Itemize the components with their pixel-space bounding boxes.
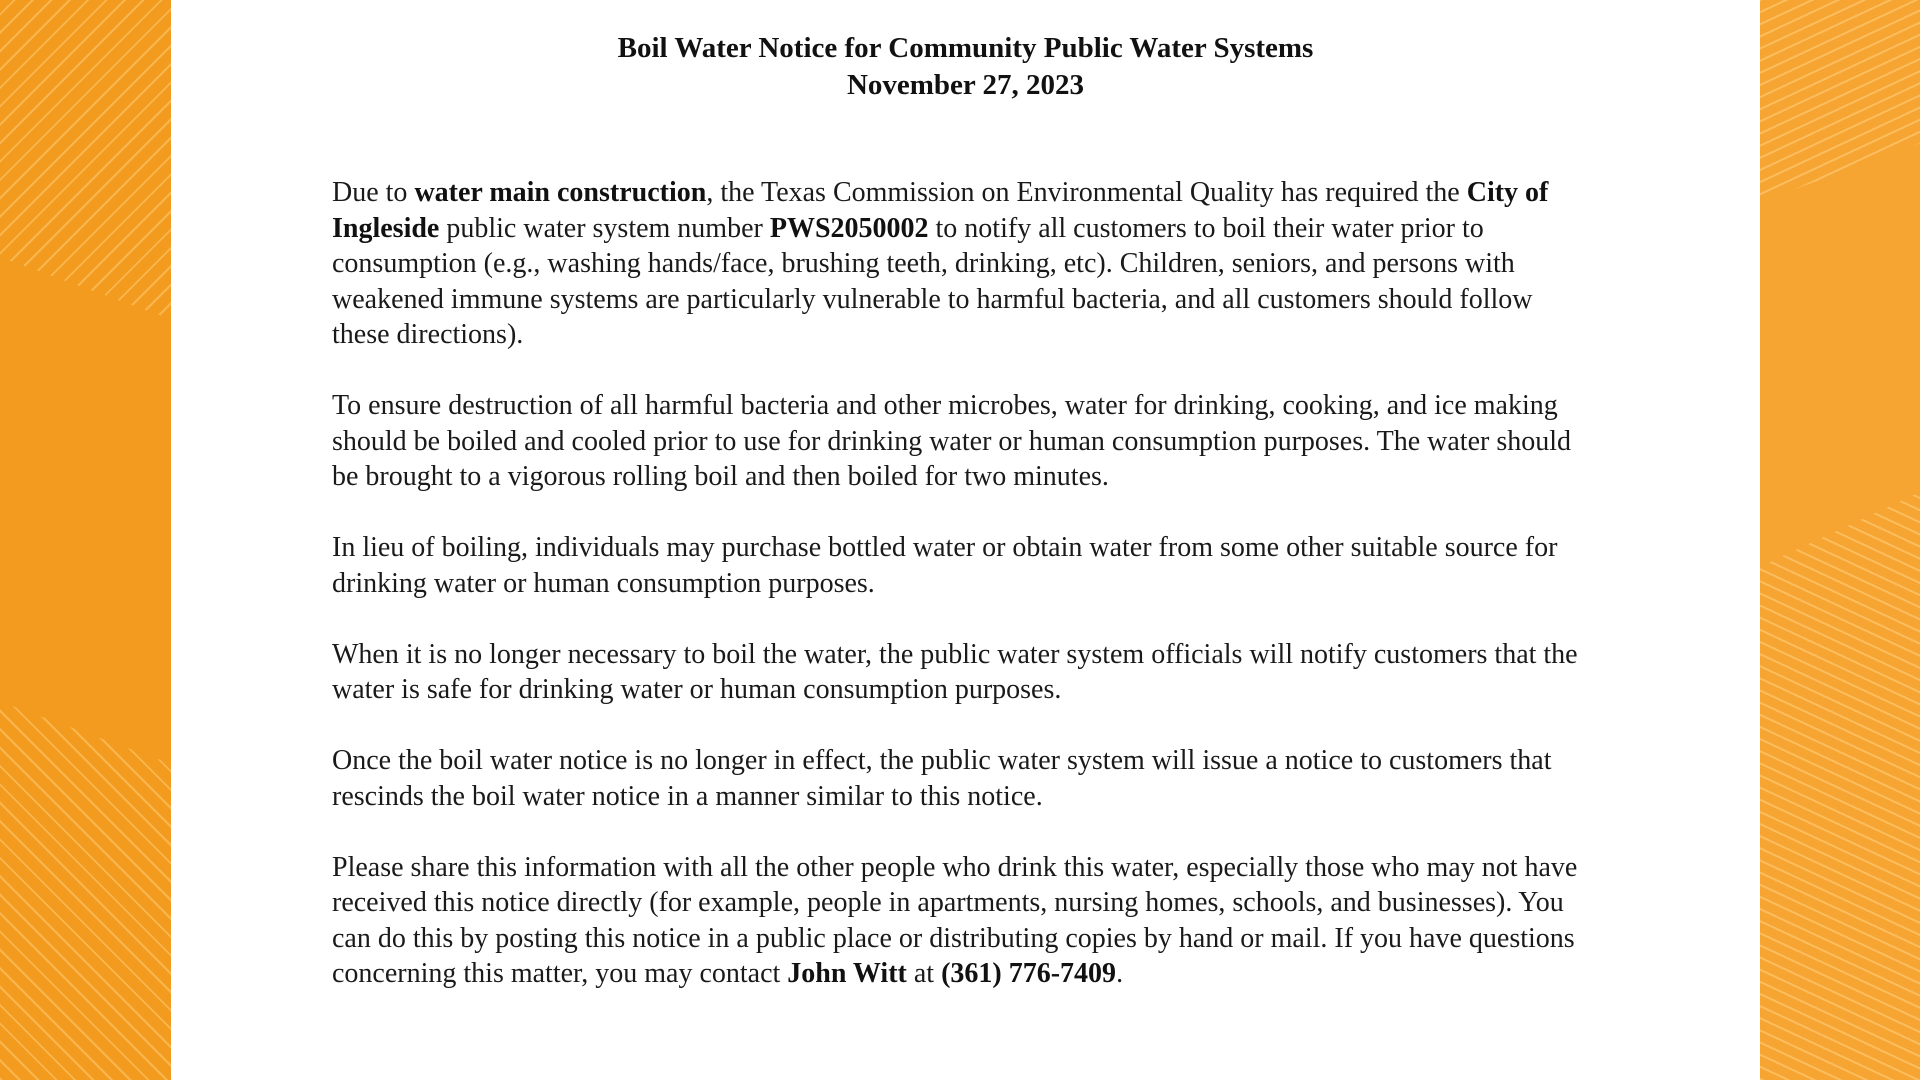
text: Please share this information with all the other people who drink this water, especially those who may not have received this notice directly (for example, people in apartments, nursing homes, schools, and businesses). You can do this by posting this notice in a public place or distributing copies by hand or mail. If you have questions concerning this matter, you may contact bbox=[332, 851, 1578, 989]
text: , the Texas Commission on Environmental Quality has required the bbox=[706, 177, 1467, 208]
paragraph-rescind: Once the boil water notice is no longer in effect, the public water system will issue a notice to customers that rescinds the boil water notice in a manner similar to this notice. bbox=[332, 745, 1552, 812]
city-name: City of Ingleside bbox=[332, 177, 1549, 244]
notice-body bbox=[332, 175, 1592, 1027]
contact-name: John Witt bbox=[787, 958, 907, 989]
notice-document bbox=[171, 0, 1760, 1080]
paragraph-reason bbox=[332, 175, 1592, 353]
paragraph-boil-instructions: To ensure destruction of all harmful bacteria and other microbes, water for drinking, cooking, and ice making should be boiled and cooled prior to use for drinking water or human consumption purposes. The water should be brought to a vigorous rolling boil and then boiled for two minutes. bbox=[332, 390, 1572, 492]
contact-phone: (361) 776-7409 bbox=[941, 958, 1117, 989]
left-decorative-border bbox=[0, 0, 171, 1080]
text: Due to bbox=[332, 177, 415, 208]
paragraph-share-contact bbox=[332, 850, 1592, 992]
text: to notify all customers to boil their water prior to consumption (e.g., washing hands/face, brushing teeth, drinking, etc). Children, seniors, and persons with weakened immune systems are particularly vulnerable to harmful bacteria, and all customers should follow these directions). bbox=[332, 212, 1533, 350]
stripe-pattern bbox=[1760, 0, 1920, 230]
text: at bbox=[906, 958, 942, 989]
paragraph-notification: When it is no longer necessary to boil the water, the public water system officials will notify customers that the water is safe for drinking water or human consumption purposes. bbox=[332, 638, 1578, 705]
text: . bbox=[1116, 958, 1124, 989]
stripe-pattern bbox=[0, 0, 171, 470]
reason-highlight: water main construction bbox=[414, 177, 707, 208]
notice-date: November 27, 2023 bbox=[846, 69, 1085, 101]
right-decorative-border bbox=[1760, 0, 1920, 1080]
text: public water system number bbox=[439, 212, 770, 244]
stripe-pattern bbox=[0, 560, 171, 1080]
stripe-pattern bbox=[1760, 290, 1920, 1080]
notice-title: Boil Water Notice for Community Public Water Systems bbox=[617, 32, 1314, 64]
system-number: PWS2050002 bbox=[769, 212, 929, 244]
notice-header bbox=[171, 30, 1760, 104]
paragraph-bottled-water: In lieu of boiling, individuals may purchase bottled water or obtain water from some other suitable source for drinking water or human consumption purposes. bbox=[332, 532, 1558, 599]
